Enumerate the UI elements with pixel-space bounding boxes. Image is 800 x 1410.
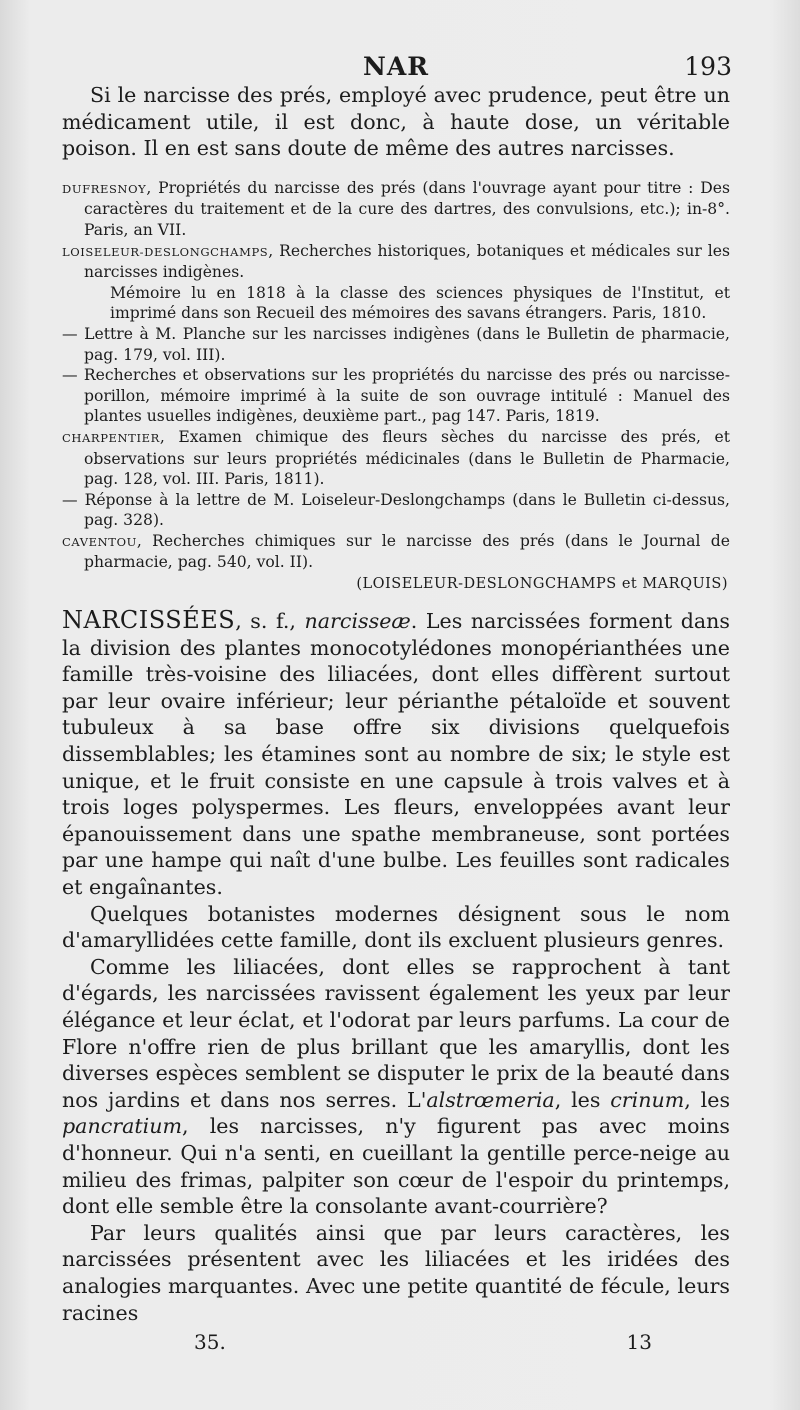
bibliography — [62, 178, 730, 595]
reference-item — [62, 283, 730, 324]
intro-paragraph: Si le narcisse des prés, employé avec prudence, peut être un médicament utile, il est donc, à haute dose, un véritable poison. Il en est sans doute de même des autres narcisses. — [62, 83, 730, 161]
genus-name: alstrœmeria — [426, 1087, 555, 1112]
reference-item — [62, 178, 730, 241]
reference-item — [62, 427, 730, 490]
entry-text: . Les narcissées forment dans la division des plantes monocotylédones monopérianthées une famille très-voisine des liliacées, dont elles diffèrent surtout par leur ovaire inférieur; leur périanthe pétaloïde et souvent tubuleux à sa base offre six divisions quelquefois dissemblables; les étamines sont au nombre de six; le style est unique, et le fruit consiste en une capsule à trois valves et à trois loges polyspermes. Les fleurs, enveloppées avant leur épanouissement dans une spathe membraneuse, sont portées par une hampe qui naît d'une bulbe. Les feuilles sont radicales et engaînantes. — [62, 609, 730, 899]
reference-text: , Examen chimique des fleurs sèches du narcisse des prés, et observations sur leurs propriétés médicinales (dans le Bulletin de Pharmacie, pag. 128, vol. III. Paris, 1811). — [84, 427, 730, 489]
entry-pos: , s. f., — [235, 609, 305, 634]
entry-headword: NARCISSÉES — [62, 606, 236, 635]
reference-author: LOISELEUR-DESLONGCHAMPS — [62, 244, 269, 259]
entry-paragraph: Par leurs qualités ainsi que par leurs caractères, les narcissées présentent avec les liliacées et les iridées des analogies marquantes. Avec une petite quantité de fécule, leurs racines — [62, 1220, 730, 1325]
reference-author: CHARPENTIER — [62, 430, 160, 445]
entry-definition — [62, 607, 730, 901]
paragraph-text: , les — [554, 1087, 611, 1112]
reference-text: Recherches et observations sur les propriétés du narcisse des prés ou narcisse-porillon, mémoire imprimé à la suite de son ouvrage intitulé : Manuel des plantes usuelles indigènes, deuxième part., pag 147. Paris, 1819. — [77, 366, 730, 426]
paragraph-text: Comme les liliacées, dont elles se rapprochent à tant d'égards, les narcissées ravissent également les yeux par leur élégance et leur éclat, et l'odorat par leurs parfums. La cour de Flore n'offre rien de plus brillant que les amaryllis, dont les diverses espèces semblent se disputer le prix de la beauté dans nos jardins et dans nos serres. L' — [62, 954, 730, 1112]
dictionary-entry — [62, 607, 730, 1326]
reference-dash: — — [62, 366, 78, 385]
signature-mark: 35. — [194, 1330, 226, 1355]
entry-paragraph: Quelques botanistes modernes désignent sous le nom d'amaryllidées cette famille, dont ils excluent plusieurs genres. — [62, 901, 730, 953]
reference-text: , Recherches historiques, botaniques et médicales sur les narcisses indigènes. — [84, 241, 730, 282]
reference-dash: — — [62, 324, 78, 343]
reference-text: Mémoire lu en 1818 à la classe des sciences physiques de l'Institut, et imprimé dans son Recueil des mémoires des savans étrangers. Paris, 1810. — [110, 283, 730, 323]
reference-text: Réponse à la lettre de M. Loiseleur-Deslongchamps (dans le Bulletin ci-dessus, pag. 328). — [77, 490, 730, 530]
reference-item — [62, 531, 730, 573]
reference-text: , Recherches chimiques sur le narcisse des prés (dans le Journal de pharmacie, pag. 540, vol. II). — [84, 531, 730, 572]
reference-author: DUFRESNOY — [62, 181, 147, 196]
sheet-mark: 13 — [626, 1330, 652, 1355]
article-signature: (LOISELEUR-DESLONGCHAMPS et MARQUIS) — [356, 576, 728, 593]
page-footer — [62, 1330, 730, 1360]
reference-item — [62, 365, 730, 427]
reference-text: , Propriétés du narcisse des prés (dans l'ouvrage ayant pour titre : Des caractères du traitement et de la cure des dartres, des convulsions, etc.); in-8°. Paris, an VII. — [84, 178, 730, 239]
reference-text: Lettre à M. Planche sur les narcisses indigènes (dans le Bulletin de pharmacie, pag. 179, vol. III). — [77, 324, 730, 364]
reference-author: CAVENTOU — [62, 534, 137, 549]
entry-paragraph — [62, 954, 730, 1220]
entry-latin-name: narcisseæ — [304, 609, 411, 634]
page-header — [62, 52, 730, 82]
reference-item — [62, 490, 730, 531]
genus-name: crinum — [610, 1087, 685, 1112]
page-number: 193 — [684, 52, 732, 81]
running-head: NAR — [362, 52, 430, 81]
paragraph-text: , les narcisses, n'y figurent pas avec moins d'honneur. Qui n'a senti, en cueillant la gentille perce-neige au milieu des frimas, palpiter son cœur de l'espoir du printemps, dont elle semble être la consolante avant-courrière? — [62, 1114, 730, 1219]
reference-dash: — — [62, 490, 78, 509]
genus-name: pancratium — [62, 1114, 183, 1139]
reference-item — [62, 324, 730, 365]
reference-item — [62, 241, 730, 283]
paragraph-text: , les — [684, 1087, 731, 1112]
